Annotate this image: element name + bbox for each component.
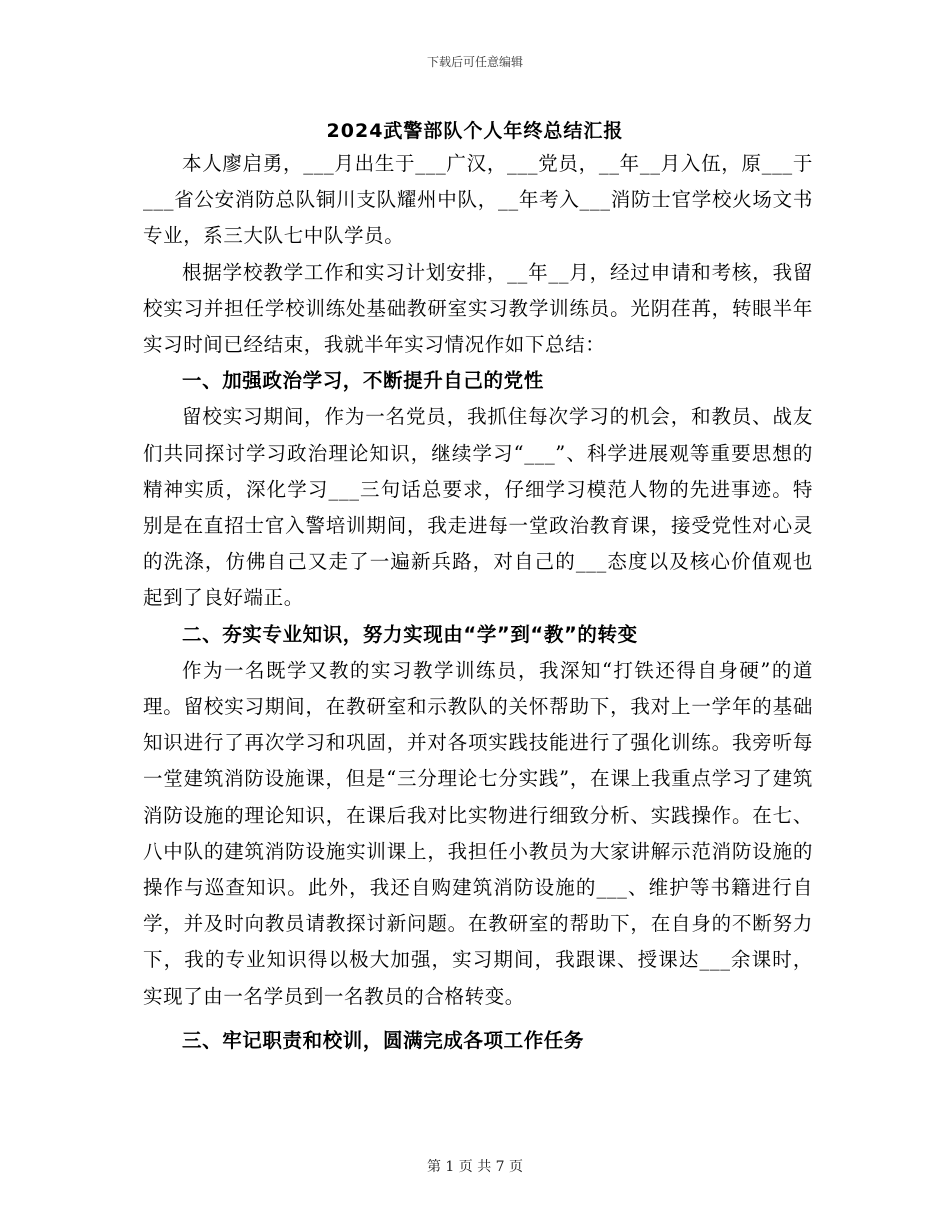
document-title: 2024武警部队个人年终总结汇报 (326, 120, 624, 142)
section-paragraph-2: 作为一名既学又教的实习教学训练员，我深知“打铁还得自身硬”的道理。留校实习期间，在教研室和示教队的关怀帮助下，我对上一学年的基础知识进行了再次学习和巩固，并对各项实践技能进行了强化训练。我旁听每一堂建筑消防设施课，但是“三分理论七分实践”，在课上我重点学习了建筑消防设施的理论知识，在课后我对比实物进行细致分析、实践操作。在七、八中队的建筑消防设施实训课上，我担任小教员为大家讲解示范消防设施的操作与巡查知识。此外，我还自购建筑消防设施的___、维护等书籍进行自学，并及时向教员请教探讨新问题。在教研室的帮助下，在自身的不断努力下，我的专业知识得以极大加强，实习期间，我跟课、授课达___余课时，实现了由一名学员到一名教员的合格转变。 (143, 658, 813, 1008)
section-heading-1: 一、加强政治学习，不断提升自己的党性 (182, 369, 544, 393)
section-heading-2: 二、夯实专业知识，努力实现由“学”到“教”的转变 (182, 622, 638, 646)
page-number: 第 1 页 共 7 页 (426, 1159, 524, 1175)
section-paragraph-1: 留校实习期间，作为一名党员，我抓住每次学习的机会，和教员、战友们共同探讨学习政治理论知识，继续学习“___”、科学进展观等重要思想的精神实质，深化学习___三句话总要求，仔细学习模范人物的先进事迹。特别是在直招士官入警培训期间，我走进每一堂政治教育课，接受党性对心灵的洗涤，仿佛自己又走了一遍新兵路，对自己的___态度以及核心价值观也起到了良好端正。 (143, 405, 813, 610)
intro-paragraph: 本人廖启勇，___月出生于___广汉，___党员，__年__月入伍，原___于___省公安消防总队铜川支队耀州中队，__年考入___消防士官学校火场文书专业，系三大队七中队学员。 (143, 152, 813, 248)
document-body (143, 146, 813, 1059)
header-note: 下载后可任意编辑 (426, 55, 523, 69)
section-heading-3: 三、牢记职责和校训，圆满完成各项工作任务 (182, 1028, 585, 1052)
background-paragraph: 根据学校教学工作和实习计划安排，__年__月，经过申请和考核，我留校实习并担任学校训练处基础教研室实习教学训练员。光阴荏苒，转眼半年实习时间已经结束，我就半年实习情况作如下总结： (143, 260, 813, 357)
